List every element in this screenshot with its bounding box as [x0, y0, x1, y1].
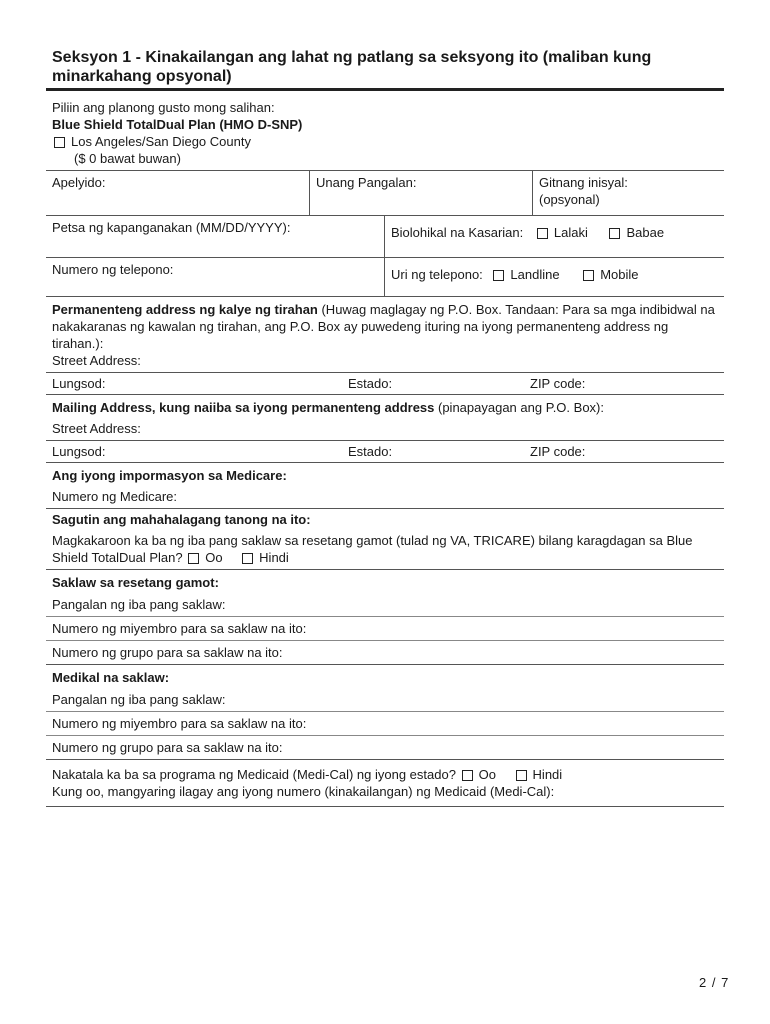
page-number: 2 / 7: [699, 975, 730, 990]
coverage-no-option[interactable]: [240, 550, 289, 565]
rx-name-field[interactable]: [52, 596, 718, 613]
phone-type-field: [384, 258, 724, 296]
phone-mobile-label: Mobile: [600, 267, 639, 282]
medicaid-question-line: [52, 766, 718, 783]
sex-female-checkbox[interactable]: [609, 228, 620, 239]
medicare-heading: Ang iyong impormasyon sa Medicare:: [52, 468, 287, 483]
mailing-zip-label: ZIP code:: [530, 444, 586, 459]
phone-mobile-option[interactable]: [581, 267, 638, 282]
sex-female-option[interactable]: [607, 225, 664, 240]
mailing-state-field[interactable]: [348, 443, 530, 460]
sex-female-label: Babae: [626, 225, 665, 240]
medical-name-field[interactable]: [52, 691, 718, 708]
section-title: Seksyon 1 - Kinakailangan ang lahat ng patlang sa seksyong ito (maliban kung minarkahang opsyonal): [46, 48, 724, 91]
permanent-address: [46, 297, 724, 372]
mailing-state-label: Estado:: [348, 444, 393, 459]
medical-group-field[interactable]: [46, 736, 724, 760]
permanent-street-label: Street Address:: [52, 353, 141, 368]
medical-coverage: [46, 665, 724, 712]
sex-field: [384, 216, 724, 257]
medical-name-label: Pangalan ng iba pang saklaw:: [52, 692, 226, 707]
medicaid-number-field[interactable]: [52, 783, 718, 800]
medical-member-label: Numero ng miyembro para sa saklaw na ito:: [52, 716, 307, 731]
coverage-yes-label: Oo: [205, 550, 223, 565]
medical-member-field[interactable]: [46, 712, 724, 736]
medicare-info: [46, 463, 724, 509]
permanent-address-note: (Huwag maglagay ng P.O. Box. Tandaan: Para sa mga indibidwal na nakakaranas ng kawalan ng tirahan, ang P.O. Box ay puwedeng ituring na iyong permanenteng address ng tirahan.):: [52, 302, 715, 351]
rx-group-label: Numero ng grupo para sa saklaw na ito:: [52, 645, 283, 660]
medical-group-label: Numero ng grupo para sa saklaw na ito:: [52, 740, 283, 755]
rx-member-label: Numero ng miyembro para sa saklaw na ito:: [52, 621, 307, 636]
mailing-address-heading: Mailing Address, kung naiiba sa iyong permanenteng address: [52, 400, 435, 415]
medical-heading: Medikal na saklaw:: [52, 670, 170, 685]
phone-landline-checkbox[interactable]: [493, 270, 504, 281]
permanent-state-label: Estado:: [348, 376, 393, 391]
first-name-label: Unang Pangalan:: [316, 175, 417, 190]
rx-coverage: [46, 570, 724, 617]
phone-label: Numero ng telepono:: [52, 262, 174, 277]
phone-mobile-checkbox[interactable]: [583, 270, 594, 281]
permanent-address-heading: Permanenteng address ng kalye ng tirahan: [52, 302, 318, 317]
sex-male-checkbox[interactable]: [537, 228, 548, 239]
mailing-city-field[interactable]: [52, 443, 348, 460]
dob-label: Petsa ng kapanganakan (MM/DD/YYYY):: [52, 220, 291, 235]
middle-initial-label: Gitnang inisyal:: [539, 175, 628, 190]
medicaid-no-option[interactable]: [514, 767, 563, 782]
rx-name-label: Pangalan ng iba pang saklaw:: [52, 597, 226, 612]
plan-option-price: ($ 0 bawat buwan): [74, 151, 181, 166]
mailing-city-row: [46, 440, 724, 463]
middle-initial-optional: (opsyonal): [539, 192, 600, 207]
mailing-street-field[interactable]: [52, 420, 718, 437]
questions-heading: Sagutin ang mahahalagang tanong na ito:: [52, 512, 311, 527]
mailing-street-label: Street Address:: [52, 421, 141, 436]
rx-member-field[interactable]: [46, 617, 724, 641]
plan-prompt: Piliin ang planong gusto mong salihan:: [52, 100, 275, 115]
form-page: [46, 48, 724, 807]
coverage-yes-option[interactable]: [186, 550, 222, 565]
medicaid-yes-option[interactable]: [460, 767, 496, 782]
permanent-city-field[interactable]: [52, 375, 348, 392]
permanent-city-row: [46, 372, 724, 395]
mailing-city-label: Lungsod:: [52, 444, 106, 459]
plan-option-checkbox[interactable]: [54, 137, 65, 148]
rx-group-field[interactable]: [46, 641, 724, 665]
important-questions: [46, 509, 724, 570]
coverage-question: [52, 532, 718, 566]
mailing-zip-field[interactable]: [530, 443, 585, 460]
first-name-field[interactable]: [309, 171, 532, 215]
sex-male-label: Lalaki: [553, 225, 588, 240]
phone-type-label: Uri ng telepono:: [391, 267, 483, 282]
permanent-street-field[interactable]: [52, 352, 718, 369]
medicaid-yes-label: Oo: [478, 767, 496, 782]
medicare-number-label: Numero ng Medicare:: [52, 489, 177, 504]
phone-landline-label: Landline: [510, 267, 560, 282]
birth-row: [46, 216, 724, 258]
phone-row: [46, 258, 724, 297]
last-name-label: Apelyido:: [52, 175, 106, 190]
phone-field[interactable]: [46, 258, 384, 296]
medicaid-followup-label: Kung oo, mangyaring ilagay ang iyong numero (kinakailangan) ng Medicaid (Medi-Cal):: [52, 784, 555, 799]
name-row: [46, 171, 724, 216]
plan-name: Blue Shield TotalDual Plan (HMO D-SNP): [52, 117, 303, 132]
medicaid-question: [46, 760, 724, 807]
sex-label: Biolohikal na Kasarian:: [391, 225, 524, 240]
coverage-yes-checkbox[interactable]: [188, 553, 199, 564]
last-name-field[interactable]: [46, 171, 309, 215]
permanent-state-field[interactable]: [348, 375, 530, 392]
mailing-address-note: (pinapayagan ang P.O. Box):: [434, 400, 604, 415]
permanent-zip-field[interactable]: [530, 375, 585, 392]
coverage-no-label: Hindi: [259, 550, 289, 565]
medicare-number-field[interactable]: [52, 488, 718, 505]
phone-landline-option[interactable]: [491, 267, 559, 282]
permanent-city-label: Lungsod:: [52, 376, 106, 391]
rx-heading: Saklaw sa resetang gamot:: [52, 575, 219, 590]
mailing-address: [46, 395, 724, 440]
medicaid-question-text: Nakatala ka ba sa programa ng Medicaid (Medi-Cal) ng iyong estado?: [52, 767, 456, 782]
coverage-question-text: Magkakaroon ka ba ng iba pang saklaw sa resetang gamot (tulad ng VA, TRICARE) bilang karagdagan sa Blue Shield TotalDual Plan?: [52, 533, 693, 565]
medicaid-no-checkbox[interactable]: [516, 770, 527, 781]
medicaid-no-label: Hindi: [532, 767, 563, 782]
dob-field[interactable]: [46, 216, 384, 257]
sex-male-option[interactable]: [535, 225, 588, 240]
permanent-zip-label: ZIP code:: [530, 376, 586, 391]
coverage-no-checkbox[interactable]: [242, 553, 253, 564]
plan-option-label: Los Angeles/San Diego County: [71, 134, 251, 149]
middle-initial-field[interactable]: [532, 171, 724, 215]
plan-selection: [46, 91, 724, 171]
plan-option[interactable]: [52, 133, 718, 150]
medicaid-yes-checkbox[interactable]: [462, 770, 473, 781]
